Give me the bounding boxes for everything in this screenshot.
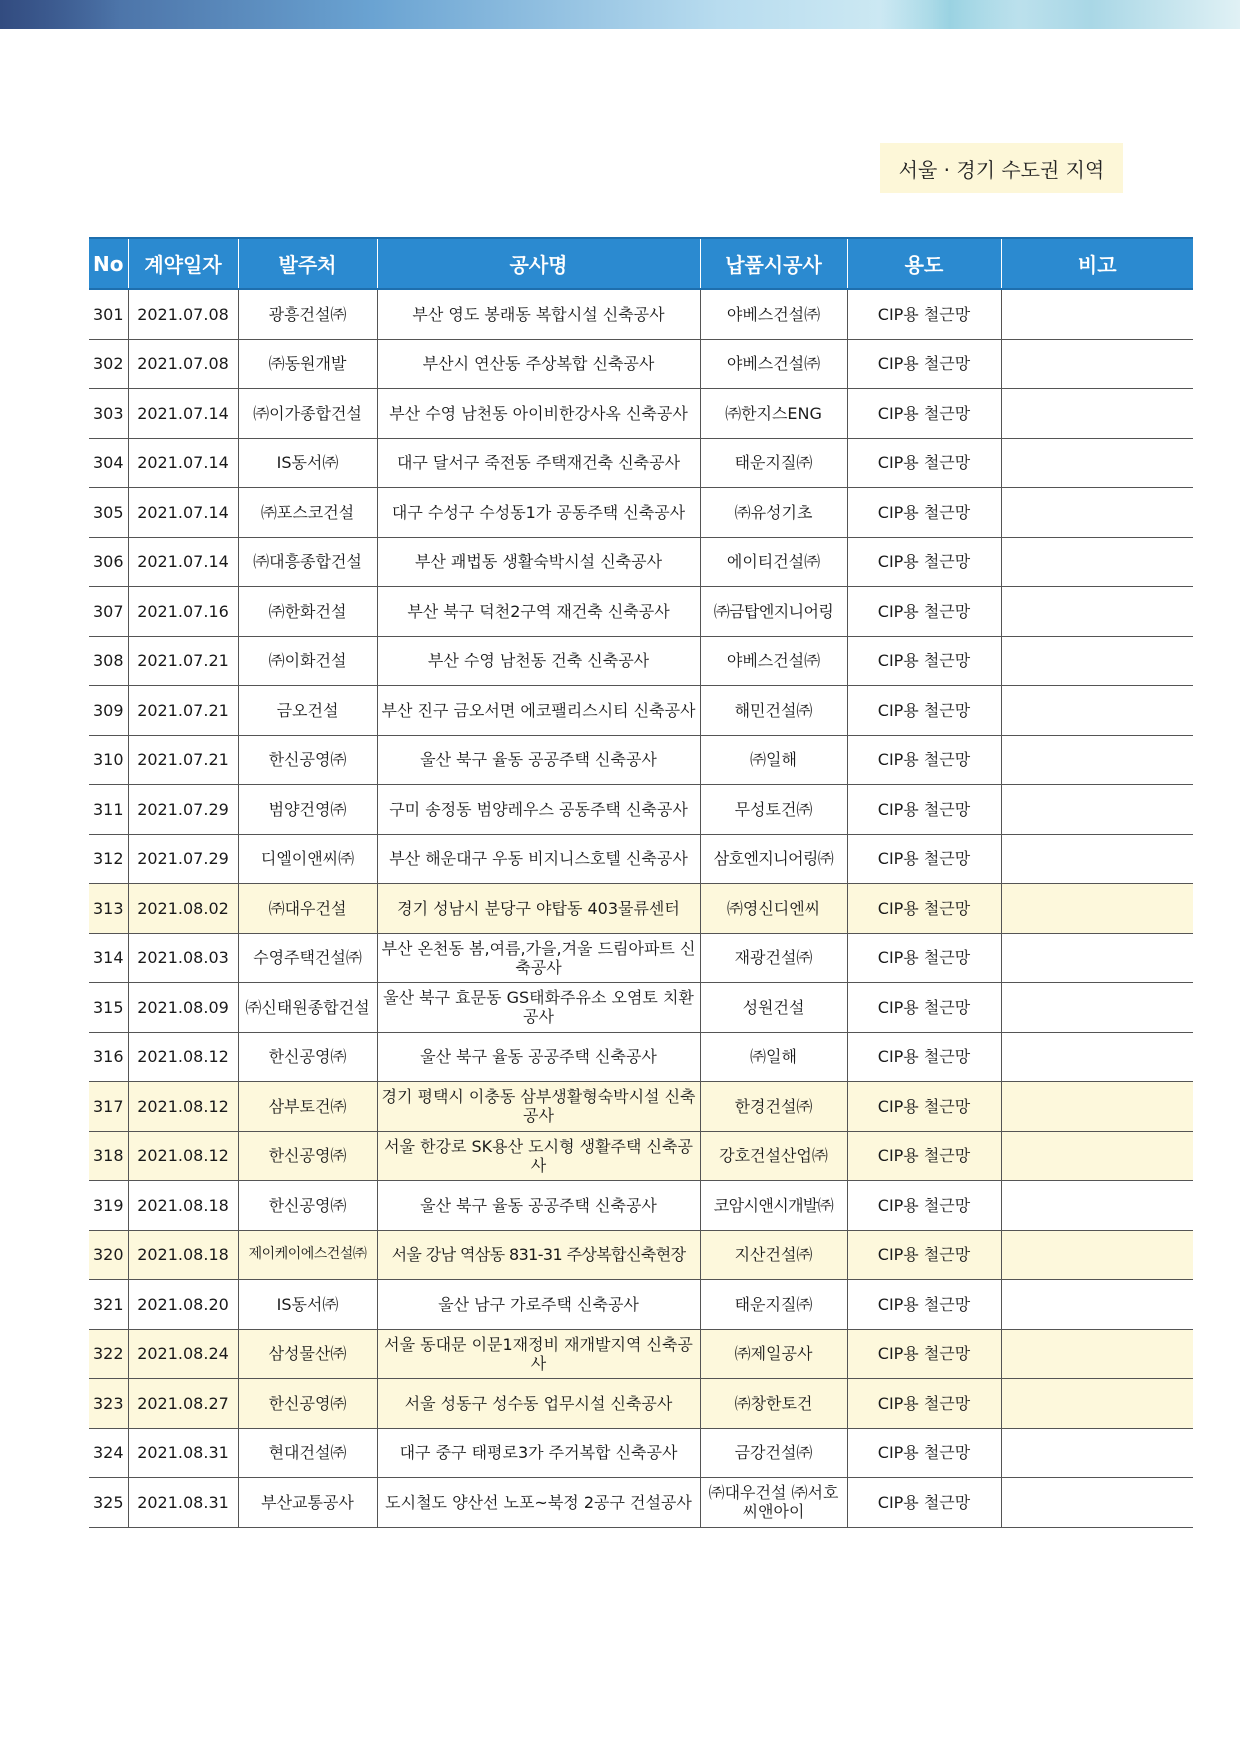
cell-contractor: ㈜일해 <box>700 1032 847 1082</box>
cell-project-name: 울산 북구 율동 공공주택 신축공사 <box>377 1032 700 1082</box>
cell-contractor: 재광건설㈜ <box>700 933 847 983</box>
header-client: 발주처 <box>238 238 377 289</box>
cell-contract-date: 2021.07.08 <box>128 289 238 339</box>
cell-project-name: 구미 송정동 범양레우스 공동주택 신축공사 <box>377 785 700 835</box>
table-row <box>89 735 1193 785</box>
cell-contract-date: 2021.08.18 <box>128 1181 238 1231</box>
cell-contract-date: 2021.07.29 <box>128 785 238 835</box>
header-project-name: 공사명 <box>377 238 700 289</box>
header-contractor: 납품시공사 <box>700 238 847 289</box>
cell-note <box>1001 785 1193 835</box>
cell-contractor: ㈜일해 <box>700 735 847 785</box>
cell-note <box>1001 537 1193 587</box>
cell-no: 304 <box>89 438 128 488</box>
table-row <box>89 488 1193 538</box>
cell-contract-date: 2021.07.14 <box>128 389 238 439</box>
cell-no: 307 <box>89 587 128 637</box>
table-row <box>89 834 1193 884</box>
cell-client: ㈜동원개발 <box>238 339 377 389</box>
cell-no: 320 <box>89 1230 128 1280</box>
cell-contract-date: 2021.07.14 <box>128 537 238 587</box>
cell-no: 302 <box>89 339 128 389</box>
table-row <box>89 438 1193 488</box>
cell-usage: CIP용 철근망 <box>847 735 1001 785</box>
cell-client: ㈜대우건설 <box>238 884 377 934</box>
cell-contract-date: 2021.07.21 <box>128 735 238 785</box>
cell-note <box>1001 289 1193 339</box>
cell-contract-date: 2021.07.14 <box>128 438 238 488</box>
cell-contract-date: 2021.07.21 <box>128 686 238 736</box>
cell-client: 한신공영㈜ <box>238 1032 377 1082</box>
cell-contract-date: 2021.07.29 <box>128 834 238 884</box>
cell-client: ㈜대흥종합건설 <box>238 537 377 587</box>
cell-no: 323 <box>89 1379 128 1429</box>
cell-client: ㈜신태원종합건설 <box>238 983 377 1033</box>
cell-contractor: 한경건설㈜ <box>700 1082 847 1132</box>
cell-usage: CIP용 철근망 <box>847 884 1001 934</box>
table-row <box>89 983 1193 1033</box>
cell-client: 한신공영㈜ <box>238 735 377 785</box>
table-row <box>89 1478 1193 1528</box>
table-row <box>89 636 1193 686</box>
cell-usage: CIP용 철근망 <box>847 1428 1001 1478</box>
cell-client: IS동서㈜ <box>238 1280 377 1330</box>
cell-client: ㈜이가종합건설 <box>238 389 377 439</box>
cell-note <box>1001 1428 1193 1478</box>
cell-no: 315 <box>89 983 128 1033</box>
cell-contractor: 태운지질㈜ <box>700 438 847 488</box>
cell-note <box>1001 933 1193 983</box>
cell-note <box>1001 1181 1193 1231</box>
cell-no: 319 <box>89 1181 128 1231</box>
header-no: No <box>89 238 128 289</box>
cell-contractor: 무성토건㈜ <box>700 785 847 835</box>
cell-usage: CIP용 철근망 <box>847 537 1001 587</box>
cell-contract-date: 2021.07.16 <box>128 587 238 637</box>
table-row <box>89 1181 1193 1231</box>
cell-contractor: 금강건설㈜ <box>700 1428 847 1478</box>
cell-contractor: 야베스건설㈜ <box>700 339 847 389</box>
cell-usage: CIP용 철근망 <box>847 488 1001 538</box>
cell-no: 325 <box>89 1478 128 1528</box>
cell-contract-date: 2021.08.12 <box>128 1082 238 1132</box>
cell-project-name: 경기 평택시 이충동 삼부생활형숙박시설 신축공사 <box>377 1082 700 1132</box>
table-row <box>89 587 1193 637</box>
cell-usage: CIP용 철근망 <box>847 1280 1001 1330</box>
cell-usage: CIP용 철근망 <box>847 636 1001 686</box>
cell-project-name: 부산 영도 봉래동 복합시설 신축공사 <box>377 289 700 339</box>
region-label: 서울 · 경기 수도권 지역 <box>880 143 1123 193</box>
table-row <box>89 686 1193 736</box>
cell-usage: CIP용 철근망 <box>847 289 1001 339</box>
cell-contract-date: 2021.07.08 <box>128 339 238 389</box>
cell-usage: CIP용 철근망 <box>847 785 1001 835</box>
cell-client: 디엘이앤씨㈜ <box>238 834 377 884</box>
cell-contract-date: 2021.08.03 <box>128 933 238 983</box>
cell-contractor: ㈜창한토건 <box>700 1379 847 1429</box>
cell-project-name: 서울 한강로 SK용산 도시형 생활주택 신축공사 <box>377 1131 700 1181</box>
cell-project-name: 서울 성동구 성수동 업무시설 신축공사 <box>377 1379 700 1429</box>
cell-note <box>1001 1329 1193 1379</box>
cell-no: 305 <box>89 488 128 538</box>
cell-no: 317 <box>89 1082 128 1132</box>
cell-contractor: 야베스건설㈜ <box>700 636 847 686</box>
cell-usage: CIP용 철근망 <box>847 686 1001 736</box>
cell-contractor: 강호건설산업㈜ <box>700 1131 847 1181</box>
cell-no: 318 <box>89 1131 128 1181</box>
cell-project-name: 대구 수성구 수성동1가 공동주택 신축공사 <box>377 488 700 538</box>
cell-client: 부산교통공사 <box>238 1478 377 1528</box>
cell-client: ㈜포스코건설 <box>238 488 377 538</box>
cell-no: 306 <box>89 537 128 587</box>
table-row <box>89 537 1193 587</box>
cell-client: 한신공영㈜ <box>238 1131 377 1181</box>
table-row <box>89 1379 1193 1429</box>
cell-no: 311 <box>89 785 128 835</box>
cell-client: ㈜이화건설 <box>238 636 377 686</box>
cell-note <box>1001 389 1193 439</box>
cell-client: 현대건설㈜ <box>238 1428 377 1478</box>
cell-no: 313 <box>89 884 128 934</box>
cell-usage: CIP용 철근망 <box>847 1478 1001 1528</box>
table-row <box>89 1329 1193 1379</box>
cell-project-name: 부산 북구 덕천2구역 재건축 신축공사 <box>377 587 700 637</box>
cell-usage: CIP용 철근망 <box>847 1230 1001 1280</box>
cell-note <box>1001 339 1193 389</box>
table-row <box>89 1082 1193 1132</box>
cell-no: 309 <box>89 686 128 736</box>
table-row <box>89 339 1193 389</box>
cell-contractor: ㈜대우건설 ㈜서호씨앤아이 <box>700 1478 847 1528</box>
cell-usage: CIP용 철근망 <box>847 1329 1001 1379</box>
cell-contractor: 해민건설㈜ <box>700 686 847 736</box>
top-banner <box>0 0 1240 29</box>
table-body <box>89 289 1193 1527</box>
cell-contract-date: 2021.08.02 <box>128 884 238 934</box>
header-usage: 용도 <box>847 238 1001 289</box>
cell-project-name: 부산 진구 금오서면 에코팰리스시티 신축공사 <box>377 686 700 736</box>
cell-note <box>1001 1280 1193 1330</box>
contracts-table <box>89 237 1193 1528</box>
table-header-row <box>89 238 1193 289</box>
cell-note <box>1001 1131 1193 1181</box>
table-row <box>89 1280 1193 1330</box>
cell-contract-date: 2021.08.31 <box>128 1428 238 1478</box>
cell-project-name: 대구 달서구 죽전동 주택재건축 신축공사 <box>377 438 700 488</box>
cell-usage: CIP용 철근망 <box>847 1131 1001 1181</box>
cell-project-name: 울산 북구 효문동 GS태화주유소 오염토 치환공사 <box>377 983 700 1033</box>
cell-project-name: 경기 성남시 분당구 야탑동 403물류센터 <box>377 884 700 934</box>
cell-usage: CIP용 철근망 <box>847 389 1001 439</box>
cell-note <box>1001 636 1193 686</box>
cell-note <box>1001 1032 1193 1082</box>
cell-usage: CIP용 철근망 <box>847 438 1001 488</box>
cell-note <box>1001 884 1193 934</box>
cell-contract-date: 2021.07.21 <box>128 636 238 686</box>
cell-contractor: 삼호엔지니어링㈜ <box>700 834 847 884</box>
cell-project-name: 부산시 연산동 주상복합 신축공사 <box>377 339 700 389</box>
cell-project-name: 울산 남구 가로주택 신축공사 <box>377 1280 700 1330</box>
cell-usage: CIP용 철근망 <box>847 983 1001 1033</box>
cell-project-name: 부산 수영 남천동 아이비한강사옥 신축공사 <box>377 389 700 439</box>
cell-note <box>1001 1379 1193 1429</box>
cell-project-name: 울산 북구 율동 공공주택 신축공사 <box>377 1181 700 1231</box>
cell-client: 삼성물산㈜ <box>238 1329 377 1379</box>
cell-usage: CIP용 철근망 <box>847 1082 1001 1132</box>
cell-usage: CIP용 철근망 <box>847 587 1001 637</box>
table-row <box>89 933 1193 983</box>
cell-no: 322 <box>89 1329 128 1379</box>
cell-no: 301 <box>89 289 128 339</box>
cell-contractor: ㈜금탑엔지니어링 <box>700 587 847 637</box>
table-row <box>89 785 1193 835</box>
cell-usage: CIP용 철근망 <box>847 339 1001 389</box>
cell-contract-date: 2021.08.09 <box>128 983 238 1033</box>
cell-contractor: ㈜제일공사 <box>700 1329 847 1379</box>
cell-project-name: 울산 북구 율동 공공주택 신축공사 <box>377 735 700 785</box>
cell-no: 324 <box>89 1428 128 1478</box>
cell-contract-date: 2021.08.12 <box>128 1131 238 1181</box>
cell-contractor: 코암시앤시개발㈜ <box>700 1181 847 1231</box>
cell-project-name: 부산 괘법동 생활숙박시설 신축공사 <box>377 537 700 587</box>
cell-project-name: 서울 강남 역삼동 831-31 주상복합신축현장 <box>377 1230 700 1280</box>
cell-contractor: ㈜유성기초 <box>700 488 847 538</box>
header-note: 비고 <box>1001 238 1193 289</box>
cell-contractor: 태운지질㈜ <box>700 1280 847 1330</box>
cell-contractor: ㈜영신디엔씨 <box>700 884 847 934</box>
cell-project-name: 도시철도 양산선 노포~북정 2공구 건설공사 <box>377 1478 700 1528</box>
cell-note <box>1001 983 1193 1033</box>
cell-contractor: 지산건설㈜ <box>700 1230 847 1280</box>
table-row <box>89 1428 1193 1478</box>
cell-client: 삼부토건㈜ <box>238 1082 377 1132</box>
cell-contract-date: 2021.08.20 <box>128 1280 238 1330</box>
cell-project-name: 대구 중구 태평로3가 주거복합 신축공사 <box>377 1428 700 1478</box>
cell-note <box>1001 834 1193 884</box>
table-row <box>89 1131 1193 1181</box>
cell-contract-date: 2021.08.12 <box>128 1032 238 1082</box>
cell-usage: CIP용 철근망 <box>847 834 1001 884</box>
cell-contract-date: 2021.08.31 <box>128 1478 238 1528</box>
cell-usage: CIP용 철근망 <box>847 1181 1001 1231</box>
cell-contractor: 야베스건설㈜ <box>700 289 847 339</box>
cell-no: 314 <box>89 933 128 983</box>
cell-usage: CIP용 철근망 <box>847 1032 1001 1082</box>
cell-note <box>1001 587 1193 637</box>
cell-note <box>1001 1082 1193 1132</box>
cell-client: 금오건설 <box>238 686 377 736</box>
cell-client: 범양건영㈜ <box>238 785 377 835</box>
cell-client: 수영주택건설㈜ <box>238 933 377 983</box>
cell-contract-date: 2021.08.24 <box>128 1329 238 1379</box>
cell-project-name: 서울 동대문 이문1재정비 재개발지역 신축공사 <box>377 1329 700 1379</box>
cell-no: 308 <box>89 636 128 686</box>
cell-contractor: 에이티건설㈜ <box>700 537 847 587</box>
cell-no: 321 <box>89 1280 128 1330</box>
table-row <box>89 389 1193 439</box>
banner-shade-left <box>0 0 120 29</box>
cell-client: 제이케이에스건설㈜ <box>238 1230 377 1280</box>
cell-contractor: ㈜한지스ENG <box>700 389 847 439</box>
cell-project-name: 부산 온천동 봄,여름,가을,겨울 드림아파트 신축공사 <box>377 933 700 983</box>
cell-note <box>1001 1230 1193 1280</box>
cell-no: 316 <box>89 1032 128 1082</box>
cell-no: 310 <box>89 735 128 785</box>
table-row <box>89 884 1193 934</box>
table-row <box>89 1230 1193 1280</box>
cell-contract-date: 2021.08.18 <box>128 1230 238 1280</box>
cell-project-name: 부산 해운대구 우동 비지니스호텔 신축공사 <box>377 834 700 884</box>
cell-usage: CIP용 철근망 <box>847 933 1001 983</box>
cell-client: 한신공영㈜ <box>238 1379 377 1429</box>
cell-note <box>1001 686 1193 736</box>
cell-client: 광흥건설㈜ <box>238 289 377 339</box>
cell-note <box>1001 1478 1193 1528</box>
cell-usage: CIP용 철근망 <box>847 1379 1001 1429</box>
cell-contractor: 성원건설 <box>700 983 847 1033</box>
cell-note <box>1001 438 1193 488</box>
cell-note <box>1001 735 1193 785</box>
cell-client: 한신공영㈜ <box>238 1181 377 1231</box>
table-row <box>89 289 1193 339</box>
table-row <box>89 1032 1193 1082</box>
cell-contract-date: 2021.07.14 <box>128 488 238 538</box>
cell-client: ㈜한화건설 <box>238 587 377 637</box>
cell-note <box>1001 488 1193 538</box>
cell-client: IS동서㈜ <box>238 438 377 488</box>
header-contract-date: 계약일자 <box>128 238 238 289</box>
cell-contract-date: 2021.08.27 <box>128 1379 238 1429</box>
cell-no: 303 <box>89 389 128 439</box>
cell-no: 312 <box>89 834 128 884</box>
cell-project-name: 부산 수영 남천동 건축 신축공사 <box>377 636 700 686</box>
banner-shade-right <box>880 0 1020 29</box>
